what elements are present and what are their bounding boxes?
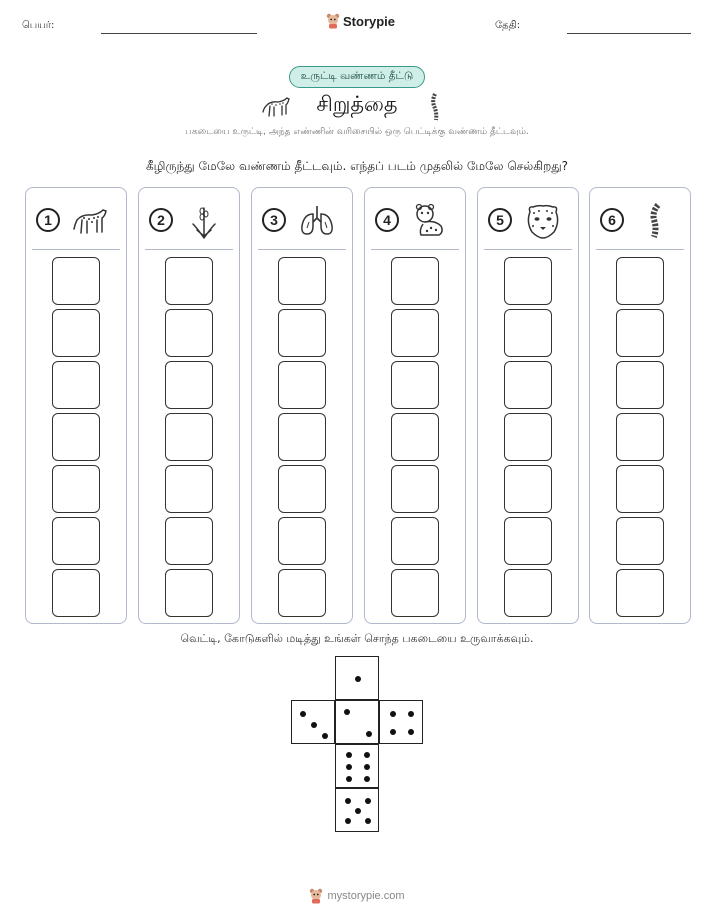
column-header bbox=[373, 198, 457, 246]
color-box[interactable] bbox=[616, 413, 664, 461]
die-pip bbox=[365, 818, 371, 824]
color-box[interactable] bbox=[165, 465, 213, 513]
column-number: 3 bbox=[262, 208, 286, 232]
date-field-line[interactable] bbox=[567, 33, 691, 34]
column-header bbox=[260, 198, 344, 246]
brand-name: Storypie bbox=[343, 13, 396, 29]
color-box[interactable] bbox=[391, 517, 439, 565]
color-box[interactable] bbox=[504, 257, 552, 305]
color-box[interactable] bbox=[52, 465, 100, 513]
cheetah-icon bbox=[72, 202, 110, 240]
die-pip bbox=[408, 729, 414, 735]
column-2 bbox=[138, 187, 240, 624]
color-box[interactable] bbox=[52, 257, 100, 305]
column-number: 5 bbox=[488, 208, 512, 232]
color-box[interactable] bbox=[504, 517, 552, 565]
color-box[interactable] bbox=[504, 413, 552, 461]
name-field-line[interactable] bbox=[101, 33, 257, 34]
color-box[interactable] bbox=[391, 413, 439, 461]
brand-logo bbox=[326, 13, 395, 29]
color-box[interactable] bbox=[504, 361, 552, 409]
color-box[interactable] bbox=[616, 309, 664, 357]
color-box[interactable] bbox=[504, 309, 552, 357]
date-label: தேதி: bbox=[495, 20, 521, 31]
color-box[interactable] bbox=[616, 569, 664, 617]
color-box[interactable] bbox=[52, 569, 100, 617]
color-box[interactable] bbox=[52, 361, 100, 409]
column-header bbox=[34, 198, 118, 246]
die-pip bbox=[346, 752, 352, 758]
color-box[interactable] bbox=[278, 413, 326, 461]
column-divider bbox=[371, 249, 459, 250]
die-pip bbox=[390, 729, 396, 735]
die-pip bbox=[390, 711, 396, 717]
column-divider bbox=[258, 249, 346, 250]
die-pip bbox=[364, 776, 370, 782]
column-header bbox=[486, 198, 570, 246]
color-box[interactable] bbox=[165, 361, 213, 409]
die-pip bbox=[355, 808, 361, 814]
column-divider bbox=[484, 249, 572, 250]
die-pip bbox=[366, 731, 372, 737]
color-box[interactable] bbox=[391, 257, 439, 305]
die-pip bbox=[311, 722, 317, 728]
color-box[interactable] bbox=[616, 361, 664, 409]
color-box[interactable] bbox=[52, 517, 100, 565]
color-box[interactable] bbox=[278, 465, 326, 513]
die-pip bbox=[364, 752, 370, 758]
color-box[interactable] bbox=[616, 465, 664, 513]
column-number: 2 bbox=[149, 208, 173, 232]
color-box[interactable] bbox=[165, 413, 213, 461]
footer bbox=[0, 888, 714, 908]
leopard-cub-icon bbox=[411, 202, 449, 240]
die-pip bbox=[355, 676, 361, 682]
column-5 bbox=[477, 187, 579, 624]
color-box[interactable] bbox=[52, 309, 100, 357]
die-face-2 bbox=[335, 700, 379, 744]
color-box[interactable] bbox=[391, 465, 439, 513]
footer-url[interactable]: mystorypie.com bbox=[327, 890, 405, 902]
die-pip bbox=[345, 798, 351, 804]
color-box[interactable] bbox=[391, 569, 439, 617]
activity-badge: உருட்டி வண்ணம் தீட்டு bbox=[289, 66, 425, 88]
leopard-face-icon bbox=[524, 202, 562, 240]
die-pip bbox=[365, 798, 371, 804]
die-pip bbox=[346, 764, 352, 770]
die-pip bbox=[322, 733, 328, 739]
die-pip bbox=[345, 818, 351, 824]
color-box[interactable] bbox=[504, 569, 552, 617]
color-box[interactable] bbox=[504, 465, 552, 513]
color-box[interactable] bbox=[616, 257, 664, 305]
die-face-5 bbox=[335, 788, 379, 832]
color-box[interactable] bbox=[278, 569, 326, 617]
die-face-3 bbox=[291, 700, 335, 744]
column-3 bbox=[251, 187, 353, 624]
die-face-4 bbox=[379, 700, 423, 744]
color-box[interactable] bbox=[52, 413, 100, 461]
column-1 bbox=[25, 187, 127, 624]
color-box[interactable] bbox=[616, 517, 664, 565]
mascot-icon bbox=[326, 13, 340, 29]
lungs-icon bbox=[298, 202, 336, 240]
spine-icon bbox=[429, 92, 443, 122]
die-pip bbox=[408, 711, 414, 717]
color-box[interactable] bbox=[391, 309, 439, 357]
cut-instructions: வெட்டி, கோடுகளில் மடித்து உங்கள் சொந்த பகடையை உருவாக்கவும். bbox=[180, 632, 534, 645]
instructions: பகடையை உருட்டி, அந்த எண்ணின் வரிசையில் ஒரு பெட்டிக்கு வண்ணம் தீட்டவும். bbox=[185, 127, 529, 137]
color-box[interactable] bbox=[165, 257, 213, 305]
mascot-icon bbox=[309, 888, 323, 904]
column-number: 1 bbox=[36, 208, 60, 232]
color-box[interactable] bbox=[278, 517, 326, 565]
column-number: 6 bbox=[600, 208, 624, 232]
column-divider bbox=[145, 249, 233, 250]
die-pip bbox=[344, 709, 350, 715]
color-box[interactable] bbox=[165, 309, 213, 357]
die-pip bbox=[364, 764, 370, 770]
column-header bbox=[147, 198, 231, 246]
color-box[interactable] bbox=[391, 361, 439, 409]
page-title: சிறுத்தை bbox=[316, 92, 398, 116]
column-divider bbox=[32, 249, 120, 250]
grass-icon bbox=[185, 202, 223, 240]
column-number: 4 bbox=[375, 208, 399, 232]
question: கீழிருந்து மேலே வண்ணம் தீட்டவும். எந்தப் படம் முதலில் மேலே செல்கிறது? bbox=[145, 159, 569, 173]
die-pip bbox=[300, 711, 306, 717]
column-divider bbox=[596, 249, 684, 250]
column-4 bbox=[364, 187, 466, 624]
die-pip bbox=[346, 776, 352, 782]
name-label: பெயர்: bbox=[22, 20, 55, 31]
color-box[interactable] bbox=[278, 309, 326, 357]
race-columns bbox=[25, 187, 691, 624]
column-header bbox=[598, 198, 682, 246]
color-box[interactable] bbox=[278, 361, 326, 409]
die-face-1 bbox=[335, 656, 379, 700]
spine-icon bbox=[636, 202, 674, 240]
color-box[interactable] bbox=[165, 517, 213, 565]
color-box[interactable] bbox=[165, 569, 213, 617]
worksheet-header bbox=[0, 0, 714, 44]
die-face-6 bbox=[335, 744, 379, 788]
color-box[interactable] bbox=[278, 257, 326, 305]
column-6 bbox=[589, 187, 691, 624]
